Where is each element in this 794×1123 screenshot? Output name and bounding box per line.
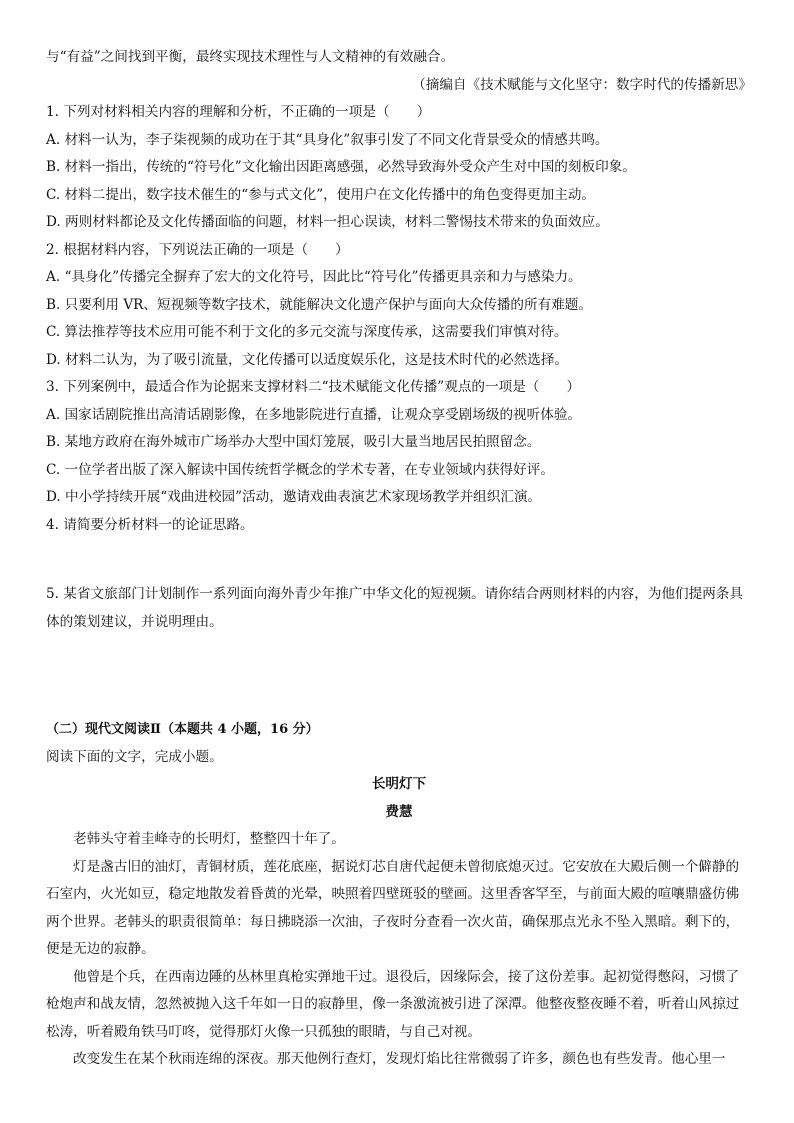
question-3-option-d[interactable]: D. 中小学持续开展“戏曲进校园”活动，邀请戏曲表演艺术家现场教学并组织汇演。 [46, 489, 542, 505]
section-title: （二）现代文阅读Ⅱ（本题共 4 小题，16 分） [46, 722, 319, 737]
document-page [46, 44, 752, 1074]
story-paragraph: 老韩头守着圭峰寺的长明灯，整整四十年了。 [73, 831, 345, 847]
story-paragraph: 改变发生在某个秋雨连绵的深夜。那天他例行查灯，发现灯焰比往常微弱了许多，颜色也有些发青。他心里一 [73, 1051, 726, 1067]
question-3-stem: 3. 下列案例中，最适合作为论据来支撑材料二“技术赋能文化传播”观点的一项是（ ） [46, 379, 581, 395]
story-paragraph: 他曾是个兵，在西南边陲的丛林里真枪实弹地干过。退役后，因缘际会，接了这份差事。起初觉得憋闷，习惯了枪炮声和战友情，忽然被抛入这千年如一日的寂静里，像一条激流被引进了深潭。他整夜整夜睡不着，听着山风掠过松涛，听着殿角铁马叮咚，觉得那灯火像一只孤独的眼睛，与自己对视。 [46, 968, 740, 1040]
answer-space-4 [46, 539, 752, 581]
question-2-option-a[interactable]: A. “具身化”传播完全摒弃了宏大的文化符号，因此比“符号化”传播更具亲和力与感染力。 [46, 269, 582, 285]
question-1-option-d[interactable]: D. 两则材料都论及文化传播面临的问题，材料一担心误读，材料二警惕技术带来的负面效应。 [46, 214, 609, 230]
question-1-option-a[interactable]: A. 材料一认为，李子柒视频的成功在于其“具身化”叙事引发了不同文化背景受众的情感共鸣。 [46, 131, 609, 148]
instruction: 阅读下面的文字，完成小题。 [46, 748, 223, 765]
intro-line: 与“有益”之间找到平衡，最终实现技术理性与人文精神的有效融合。 [46, 49, 455, 65]
question-3-option-a[interactable]: A. 国家话剧院推出高清话剧影像，在多地影院进行直播，让观众享受剧场级的视听体验。 [46, 406, 582, 423]
story-paragraph: 灯是盏古旧的油灯，青铜材质，莲花底座，据说灯芯自唐代起便未曾彻底熄灭过。它安放在大殿后侧一个僻静的石室内，火光如豆，稳定地散发着昏黄的光晕，映照着四壁斑驳的壁画。这里香客罕至，与前面大殿的喧嚷鼎盛仿佛两个世界。老韩头的职责很简单：每日拂晓添一次油，子夜时分查看一次火苗，确保那点光永不坠入黑暗。剩下的，便是无边的寂静。 [46, 858, 740, 957]
question-2-option-d[interactable]: D. 材料二认为，为了吸引流量，文化传播可以适度娱乐化，这是技术时代的必然选择。 [46, 351, 569, 368]
answer-space-5 [46, 636, 752, 716]
question-3-option-c[interactable]: C. 一位学者出版了深入解读中国传统哲学概念的学术专著，在专业领域内获得好评。 [46, 461, 554, 478]
question-1-option-b[interactable]: B. 材料一指出，传统的“符号化”文化输出因距离感强，必然导致海外受众产生对中国的刻板印象。 [46, 159, 636, 175]
question-2-option-c[interactable]: C. 算法推荐等技术应用可能不利于文化的多元交流与深度传承，这需要我们审慎对待。 [46, 324, 568, 340]
source-citation: （摘编自《技术赋能与文化坚守：数字时代的传播新思》 [412, 76, 752, 93]
story-title: 长明灯下 [371, 776, 427, 792]
question-1-option-c[interactable]: C. 材料二提出，数字技术催生的“参与式文化”，使用户在文化传播中的角色变得更加主动。 [46, 186, 596, 203]
story-author: 费慧 [385, 803, 413, 820]
question-1-stem: 1. 下列对材料相关内容的理解和分析，不正确的一项是（ ） [46, 104, 431, 120]
question-5: 5. 某省文旅部门计划制作一系列面向海外青少年推广中华文化的短视频。请你结合两则材料的内容，为他们提两条具体的策划建议，并说明理由。 [46, 586, 743, 630]
question-2-stem: 2. 根据材料内容，下列说法正确的一项是（ ） [46, 241, 349, 258]
question-4: 4. 请简要分析材料一的论证思路。 [46, 516, 254, 533]
question-2-option-b[interactable]: B. 只要利用 VR、短视频等数字技术，就能解决文化遗产保护与面向大众传播的所有难题。 [46, 296, 592, 313]
question-3-option-b[interactable]: B. 某地方政府在海外城市广场举办大型中国灯笼展，吸引大量当地居民拍照留念。 [46, 434, 541, 450]
